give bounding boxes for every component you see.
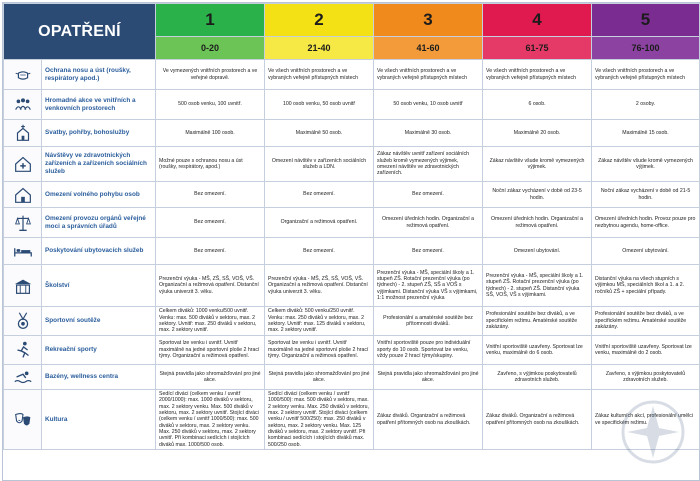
level-1-cell: Bez omezení. — [156, 238, 265, 265]
level-3-cell: Bez omezení. — [374, 182, 483, 208]
level-5-cell: Vnitřní sportoviště uzavřeny. Sportovat lze venku, maximálně do 2 osob. — [592, 336, 700, 365]
level-2-cell: Omezení návštěv v zařízeních sociálních služeb a LDN. — [265, 147, 374, 182]
level-3-cell: Maximálně 30 osob. — [374, 120, 483, 147]
level-2-cell: Maximálně 50 osob. — [265, 120, 374, 147]
level-4-cell: Vnitřní sportoviště uzavřeny. Sportovat lze venku, maximálně do 6 osob. — [483, 336, 592, 365]
school-icon — [4, 265, 42, 307]
bed-icon — [4, 238, 42, 265]
level-3-number: 3 — [374, 4, 483, 37]
level-5-cell: Ve všech vnitřních prostorech a ve vybraných veřejně přístupných místech — [592, 60, 700, 90]
level-5-cell: 2 osoby. — [592, 90, 700, 120]
level-5-cell: Zákaz návštěv všude kromě vymezených výjimek. — [592, 147, 700, 182]
level-5-cell: Distanční výuka na všech stupních s výjimkou MŠ, speciálních škol a 1. a 2. ročníků ZŠ + speciální případy. — [592, 265, 700, 307]
level-4-cell: Prezenční výuka - MŠ, speciální školy a 1. stupeň ZŠ. Rotační prezenční výuka (po týdnech) - 2. stupeň ZŠ. Distanční výuka SŠ, VOŠ, VŠ s výjimkami. — [483, 265, 592, 307]
table-row — [4, 120, 700, 147]
level-3-cell: 50 osob venku, 10 osob uvnitř — [374, 90, 483, 120]
logo-watermark-icon — [613, 392, 693, 472]
level-2-cell: Organizační a režimová opatření. — [265, 208, 374, 238]
level-3-cell: Zákaz návštěv uvnitř zařízení sociálních služeb kromě vymezených výjimek, omezení návštěv ve zdravotnických zařízeních. — [374, 147, 483, 182]
level-5-cell: Omezení ubytování. — [592, 238, 700, 265]
care-home-icon — [4, 147, 42, 182]
level-5-range: 76-100 — [592, 37, 700, 60]
level-1-cell: Bez omezení. — [156, 208, 265, 238]
table-row — [4, 182, 700, 208]
table-row — [4, 147, 700, 182]
table-title: OPATŘENÍ — [4, 4, 156, 60]
table-row — [4, 90, 700, 120]
measure-label: Kultura — [42, 390, 156, 450]
level-4-cell: Omezení úředních hodin. Organizační a režimová opatření. — [483, 208, 592, 238]
table-row — [4, 365, 700, 390]
group-icon — [4, 90, 42, 120]
table-row — [4, 336, 700, 365]
level-3-cell: Ve všech vnitřních prostorech a ve vybraných veřejně přístupných místech — [374, 60, 483, 90]
level-5-cell: Maximálně 15 osob. — [592, 120, 700, 147]
level-1-cell: Celkem diváků: 1000 venku/500 uvnitř. Venku: max. 500 diváků v sektoru, max. 2 sektory. Uvnitř: max. 250 diváků v sektoru, max. 2 sektory uvnitř. — [156, 307, 265, 336]
measure-label: Návštěvy ve zdravotnických zařízeních a zařízeních sociálních služeb — [42, 147, 156, 182]
measure-label: Omezení volného pohybu osob — [42, 182, 156, 208]
level-1-cell: Bez omezení. — [156, 182, 265, 208]
level-4-cell: Omezení ubytování. — [483, 238, 592, 265]
level-2-number: 2 — [265, 4, 374, 37]
level-4-range: 61-75 — [483, 37, 592, 60]
level-2-cell: Prezenční výuka - MŠ, ZŠ, SŠ, VOŠ, VŠ. Organizační a režimová opatření. Distanční výuka univerzit 3. věku. — [265, 265, 374, 307]
measures-table — [3, 3, 700, 450]
swimmer-icon — [4, 365, 42, 390]
level-1-cell: Stejná pravidla jako shromažďování pro jiné akce. — [156, 365, 265, 390]
level-3-range: 41-60 — [374, 37, 483, 60]
measure-label: Ochrana nosu a úst (roušky, respirátory apod.) — [42, 60, 156, 90]
level-1-cell: Sportovat lze venku i uvnitř. Uvnitř maximálně na jedné sportovní ploše 2 hrací týmy. Organizační a režimová opatření. — [156, 336, 265, 365]
level-4-cell: Noční zákaz vycházení v době od 23-5 hodin. — [483, 182, 592, 208]
table-row — [4, 60, 700, 90]
level-1-number: 1 — [156, 4, 265, 37]
measure-label: Omezení provozu orgánů veřejné moci a správních úřadů — [42, 208, 156, 238]
measures-table-sheet — [2, 2, 700, 481]
level-1-cell: 500 osob venku, 100 uvnitř. — [156, 90, 265, 120]
level-5-cell: Noční zákaz vycházení v době od 21-5 hodin. — [592, 182, 700, 208]
level-2-cell: Bez omezení. — [265, 238, 374, 265]
level-5-cell: Omezení úředních hodin. Provoz pouze pro nezbytnou agendu, home-office. — [592, 208, 700, 238]
level-4-cell: Zavřeno, s výjimkou poskytovatelů zdravotních služeb. — [483, 365, 592, 390]
level-4-cell: Ve všech vnitřních prostorech a ve vybraných veřejně přístupných místech — [483, 60, 592, 90]
level-3-cell: Stejná pravidla jako shromažďování pro jiné akce. — [374, 365, 483, 390]
medal-icon — [4, 307, 42, 336]
level-3-cell: Bez omezení. — [374, 238, 483, 265]
level-1-cell: Ve vymezených vnitřních prostorech a ve veřejné dopravě. — [156, 60, 265, 90]
level-4-cell: Zákaz diváků. Organizační a režimová opatření přítomných osob na zkouškách. — [483, 390, 592, 450]
level-4-number: 4 — [483, 4, 592, 37]
measure-label: Rekreační sporty — [42, 336, 156, 365]
theatre-masks-icon — [4, 390, 42, 450]
measure-label: Poskytování ubytovacích služeb — [42, 238, 156, 265]
level-4-cell: Maximálně 20 osob. — [483, 120, 592, 147]
justice-scale-icon — [4, 208, 42, 238]
level-1-cell: Sedící diváci (celkem venku / uvnitř 2000/1000): max. 1000 diváků v sektoru, max. 2 sektory venku. Max. 500 diváků v sektoru, max. 2 sektory uvnitř. Stojící diváci (celkem venku / uvnitř 1000/500): max. 500 diváků v sektoru, max. 2 sektory venku. Max. 250 diváků v sektoru, max. 2 sektory uvnitř. Při kombinaci sedících i stojících diváků max. 1000/500 osob. — [156, 390, 265, 450]
measure-label: Školství — [42, 265, 156, 307]
level-2-cell: Stejná pravidla jako shromažďování pro jiné akce. — [265, 365, 374, 390]
church-icon — [4, 120, 42, 147]
level-2-cell: Sedící diváci (celkem venku / uvnitř 1000/500): max. 500 diváků v sektoru, max. 2 sektory venku. Max. 250 diváků v sektoru, max. 2 sektory uvnitř. Stojící diváci (celkem venku / uvnitř 500/250): max. 250 diváků v sektoru, max. 2 sektory venku. Max. 125 diváků v sektoru, max. 2 sektory uvnitř. Při kombinaci sedících i stojících diváků max. 500/250 osob. — [265, 390, 374, 450]
level-3-cell: Omezení úředních hodin. Organizační a režimová opatření. — [374, 208, 483, 238]
table-row — [4, 307, 700, 336]
level-4-cell: Zákaz návštěv všude kromě vymezených výjimek. — [483, 147, 592, 182]
level-2-cell: Bez omezení. — [265, 182, 374, 208]
level-2-cell: Ve všech vnitřních prostorech a ve vybraných veřejně přístupných místech — [265, 60, 374, 90]
table-row — [4, 238, 700, 265]
level-1-cell: Prezenční výuka - MŠ, ZŠ, SŠ, VOŠ, VŠ. Organizační a režimová opatření. Distanční výuka univerzit 3. věku. — [156, 265, 265, 307]
level-4-cell: 6 osob. — [483, 90, 592, 120]
level-3-cell: Vnitřní sportoviště pouze pro individuální sporty do 10 osob. Sportovat lze venku, vždy pouze 2 hrací týmy/skupiny. — [374, 336, 483, 365]
level-5-cell: Zákaz kulturních akcí, profesionální umělci ve specifickém režimu. — [592, 390, 700, 450]
level-4-cell: Profesionální soutěže bez diváků, a ve specifickém režimu. Amatérské soutěže zakázány. — [483, 307, 592, 336]
level-1-cell: Možné pouze s ochranou nosu a úst (roušky, respirátory, apod.) — [156, 147, 265, 182]
measure-label: Sportovní soutěže — [42, 307, 156, 336]
level-3-cell: Prezenční výuka - MŠ, speciální školy a 1. stupeň ZŠ. Rotační prezenční výuka (po týdnech) - 2. stupeň ZŠ, SŠ a VOŠ s výjimkami. Distanční výuka VŠ s výjimkami, 1:1 možnost prezenční výuka — [374, 265, 483, 307]
level-5-cell: Profesionální soutěže bez diváků, a ve specifickém režimu. Amatérské soutěže zakázány. — [592, 307, 700, 336]
level-2-range: 21-40 — [265, 37, 374, 60]
level-3-cell: Profesionální a amatérské soutěže bez přítomnosti diváků. — [374, 307, 483, 336]
measure-label: Svatby, pohřby, bohoslužby — [42, 120, 156, 147]
level-1-cell: Maximálně 100 osob. — [156, 120, 265, 147]
table-row — [4, 265, 700, 307]
level-3-cell: Zákaz diváků. Organizační a režimová opatření přítomných osob na zkouškách. — [374, 390, 483, 450]
face-mask-icon — [4, 60, 42, 90]
level-2-cell: 100 osob venku, 50 osob uvnitř — [265, 90, 374, 120]
level-2-cell: Celkem diváků: 500 venku/250 uvnitř. Venku: max. 250 diváků v sektoru, max. 2 sektory. Uvnitř: max. 125 diváků v sektoru, max. 2 sektory uvnitř. — [265, 307, 374, 336]
runner-icon — [4, 336, 42, 365]
level-2-cell: Sportovat lze venku i uvnitř. Uvnitř maximálně na jedné sportovní ploše 2 hrací týmy. Organizační a režimová opatření. — [265, 336, 374, 365]
level-1-range: 0-20 — [156, 37, 265, 60]
level-5-cell: Zavřeno, s výjimkou poskytovatelů zdravotních služeb. — [592, 365, 700, 390]
measure-label: Hromadné akce ve vnitřních a venkovních prostorech — [42, 90, 156, 120]
table-row — [4, 208, 700, 238]
house-icon — [4, 182, 42, 208]
measure-label: Bazény, wellness centra — [42, 365, 156, 390]
table-row — [4, 390, 700, 450]
level-5-number: 5 — [592, 4, 700, 37]
